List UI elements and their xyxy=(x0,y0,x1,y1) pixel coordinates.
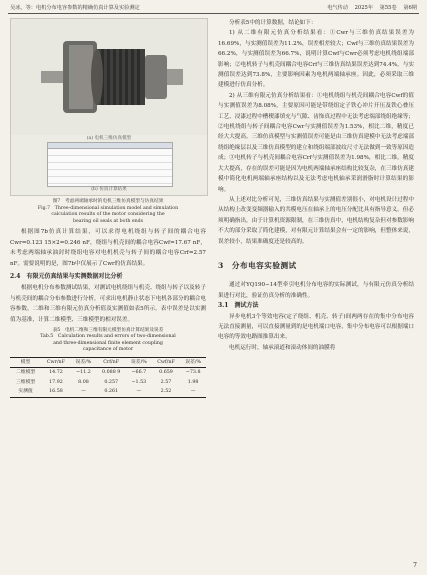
table-cell: 2.52 xyxy=(152,387,181,397)
journal-year: 2025年 xyxy=(354,5,374,11)
paragraph: 异步电机3个等效电容(定子绕组、机壳、转子)间两两存在的集中分布电容无法直接测量，可以直接测量到的是电机端口电容，集中分布电容可以根据端口电容的等效电路图推算出来。 xyxy=(218,313,414,341)
section-heading-3: 3 分布电容实验测试 xyxy=(218,260,297,270)
paragraph: 从上述对比分析可见，三维仿真结果与实测值差别很小，对电机设计过程中从结构上改变变频器输入的共模电压在轴承上的电压分配比具有指导意义。但必须明确指出，由于计算机资源限制，在三维仿真中，电机结构复杂但对参数影响不大的部分采取了简化建模，对有限元计算结果会有一定的影响，但整体来说，误差较小，结果准确度还是较高的。 xyxy=(218,196,414,245)
table-caption-en-3: capacitance of motor xyxy=(82,347,134,353)
table-cell: 0.257 xyxy=(104,379,119,385)
paragraph: 分析表5中的计算数据，结论如下： xyxy=(229,20,317,26)
table-cell: — xyxy=(180,387,206,397)
table-row xyxy=(10,368,206,378)
window-row xyxy=(48,170,172,177)
table-caption-en-2: and three-dimensional finite element coupling xyxy=(53,340,163,346)
table-5-caption xyxy=(10,328,206,354)
section-heading-2-4: 2.4 有限元仿真结果与实测数据对比分析 xyxy=(10,273,123,280)
table-caption-en-1: Tab.5 Calculation results and errors of two-dimensional xyxy=(40,334,176,340)
table-cell: −1.53 xyxy=(131,379,147,385)
section-heading-3-1: 3.1 测试方法 xyxy=(218,302,259,310)
journal-info xyxy=(322,4,417,11)
paragraph: 根据电机分布参数测试结果，对测试电机绕组与机壳、绕组与转子以及转子与机壳间的耦合分布参数进行分析，可求出电机静止状态下电机各部分的耦合电容参数。二维和三维有限元仿真分析值及实测值如表5所示。表中误差是以实测值为基准，计算二维模型、三维模型的相对误差。 xyxy=(10,285,206,323)
figure-7a-label: (a) 电机三维仿真模型 xyxy=(86,136,132,141)
table-header: 误差/% xyxy=(126,357,152,367)
table-cell: — xyxy=(71,387,97,397)
table-cell: −73.8 xyxy=(185,370,201,376)
journal-name: 电气传动 xyxy=(327,5,348,11)
table-cell: 2.57 xyxy=(160,379,172,385)
simulation-result-window xyxy=(47,142,173,187)
figure-caption-en-1: Fig.7 Three-dimensional simulation model and simulation xyxy=(37,205,179,211)
window-row xyxy=(48,163,172,170)
figure-7-caption xyxy=(10,199,206,225)
window-row xyxy=(48,156,172,163)
paragraph: 通过对YQ190−14型牵引电机分布电容的实际测试，与有限元仿真分析结果进行对比，验证仿真分析的准确性。 xyxy=(218,282,414,299)
figure-7 xyxy=(10,18,208,196)
table-cell: 0.088 9 xyxy=(102,370,121,376)
figure-7b-label: (b) 仿真计算结果 xyxy=(91,187,127,192)
table-cell: 0.261 xyxy=(96,387,126,397)
right-column xyxy=(218,18,414,353)
paragraph: 根据图7b仿真计算结果，可以求得电机绕组与转子间的耦合电容Cwr=0.123 15×2=0.246 nF，绕组与机壳间的耦合电容Cwf=17.67 nF，未考虑两端轴承油封时绕组电容对电机机壳与转子间的耦合电容Crf=2.57 nF。需要说明的是，图7b中仅展示了Cwr的仿真结果。 xyxy=(10,229,206,267)
table-cell: 1.98 xyxy=(187,379,199,385)
table-5 xyxy=(10,357,206,398)
journal-issue: 第6期 xyxy=(403,5,417,11)
page-header xyxy=(0,0,427,14)
paragraph: 电机运行时，轴承滚道和滚动体间的油膜将 xyxy=(229,344,336,351)
window-row xyxy=(48,149,172,156)
table-cell: −11.2 xyxy=(76,370,91,376)
table-header: Crf/nF xyxy=(96,357,126,367)
running-title: 吴冰，等：电机分布电容参数的精确仿真计算及实验测定 xyxy=(10,5,140,11)
motor-3d-model-image xyxy=(11,19,207,135)
table-caption-cn: 表5 电机二维和三维有限元模型仿真计算结果及误差 xyxy=(52,328,164,334)
table-cell: 三维模型 xyxy=(16,379,36,385)
table-header: 误差/% xyxy=(180,357,206,367)
window-row xyxy=(48,177,172,184)
journal-volume: 第55卷 xyxy=(379,5,397,11)
table-cell: — xyxy=(126,387,152,397)
table-row xyxy=(10,387,206,397)
figure-caption-en-2: calculation results of the motor considering the xyxy=(51,212,165,218)
table-header: 误差/% xyxy=(71,357,97,367)
page-number: 7 xyxy=(413,562,417,569)
table-cell: 0.659 xyxy=(159,370,173,376)
table-cell: 14.72 xyxy=(49,370,63,376)
table-cell: 8.08 xyxy=(78,379,89,385)
table-cell: 17.92 xyxy=(49,379,63,385)
table-cell: 16.58 xyxy=(41,387,70,397)
header-rule xyxy=(8,13,419,14)
left-column xyxy=(10,18,206,398)
table-cell: −66.7 xyxy=(131,370,147,376)
figure-caption-cn: 图7 考虑两端轴承时的电机三维仿真模型与仿真结果 xyxy=(52,199,164,204)
paragraph: 2) 从三维有限元仿真分析结果看：①电机绕组与机壳间耦合电容Cwf的值与实测值误差为8.08%，主要原因可能是带绕组定子铁心冲片开压及铁心叠压工艺、浸漆过程中槽楔漆填充与气隙、齿饰真过程中无法考虑端部绕组绝缘等；②电机绕组与转子间耦合电容Cwr与实测值误差为1.53%，相比二维，精度已经大大提高。三维仿真模型与实测值误差可能是由三维仿真建模中无法考虑端部绕组绝缘层以及三维仿真模型的建立和绕组端部波纹尺寸无法做到一致等原因造成；③电机转子与机壳间耦合电容Crf与实测值误差为1.98%，相比二维，精度大大提高，存在的误差可能是因为电机两端轴承座结构比较复杂，在三维仿真建模中简化电机两端轴承座结构以及无法考虑电机轴承采润滑脂时计算结果的影响。 xyxy=(218,92,414,193)
table-cell: 二维模型 xyxy=(16,370,36,376)
table-header: Cwf/nF xyxy=(152,357,181,367)
figure-caption-en-3: bearing oil seals at both ends xyxy=(72,218,144,224)
table-header: 模型 xyxy=(10,357,41,367)
table-header: Cwr/nF xyxy=(41,357,70,367)
table-cell: 实测值 xyxy=(10,387,41,397)
paragraph: 1) 从二维有限元仿真分析结果看：①Cwr与三维仿真结果误差为16.69%，与实测值误差为11.2%，误差相差较大；Cwf与三维仿真结果误差为66.2%，与实测值误差为66.7%，说明计算Cwf与Cwr必须考虑电机绕组端部影响；②电机转子与机壳间耦合电容Crf与三维仿真结果误差达到74.4%，与实测值误差达到73.8%，主要影响因素为电机两端轴承座。因此，必须采取三维建模进行仿真分析。 xyxy=(218,30,414,89)
table-row xyxy=(10,378,206,388)
